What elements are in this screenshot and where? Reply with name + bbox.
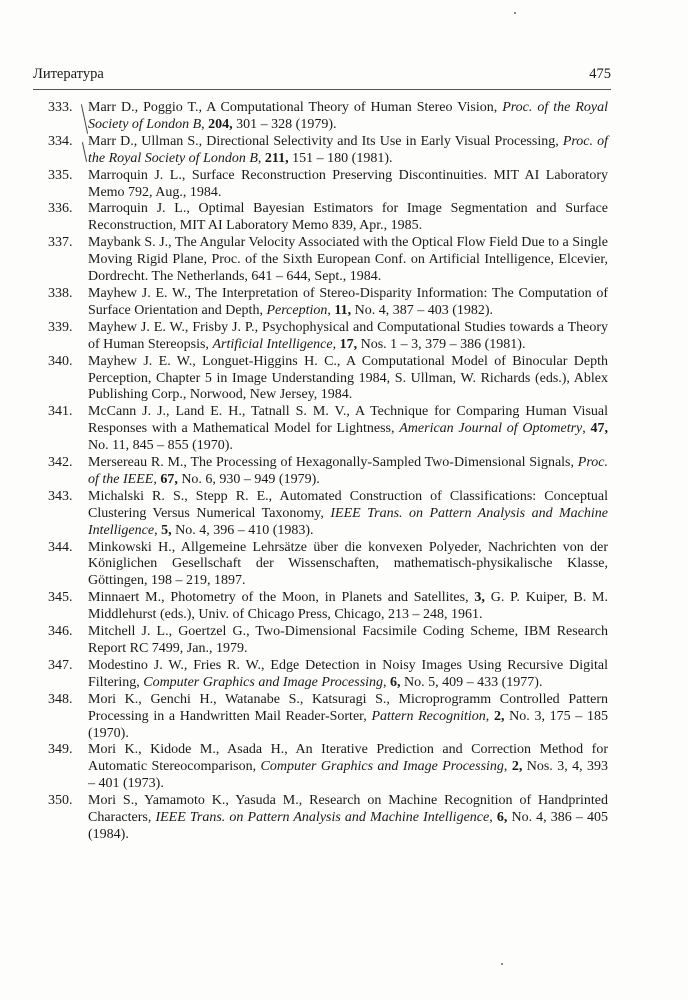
reference-text [88,286,608,318]
reference-text [88,320,608,352]
reference-text [88,455,608,487]
citation-text: Nos. 1 – 3, 379 – 386 (1981). [357,336,526,352]
reference-text [88,624,608,656]
reference-number: 334. [48,133,73,149]
citation-text: 151 – 180 (1981). [288,150,393,166]
reference-entry [48,404,608,455]
reference-number: 336. [48,201,73,217]
volume-number: 3, [474,590,485,606]
citation-text: , [383,674,391,690]
reference-entry [48,354,608,405]
reference-entry [48,692,608,743]
citation-text: Nos. 3, 4, 393 – 401 (1973). [88,759,609,792]
citation-text: Modestino J. W., Fries R. W., Edge Detection in Noisy Images Using Recursive Digital Filtering, [88,657,608,690]
citation-text: , [201,116,209,132]
citation-text: , [153,471,161,487]
citation-text: Mori K., Genchi H., Watanabe S., Katsuragi S., Microprogramm Controlled Pattern Processing in a Handwritten Mail Reader-Sorter, [88,691,608,724]
citation-text: McCann J. J., Land E. H., Tatnall S. M. V., A Technique for Comparing Human Visual Responses with a Mathematical Model for Lightness, [88,404,608,437]
reference-text [88,100,608,132]
reference-text [88,168,608,200]
citation-text: Mori K., Kidode M., Asada H., An Iterative Prediction and Correction Method for Automatic Stereocomparison, [88,742,608,775]
citation-text: No. 4, 396 – 410 (1983). [171,522,314,538]
running-head [33,66,611,86]
citation-text: No. 4, 386 – 405 (1984). [88,810,609,842]
reference-number: 347. [48,657,73,673]
reference-number: 339. [48,319,73,335]
reference-number: 343. [48,488,73,504]
reference-text [88,235,608,284]
reference-entry [48,540,608,591]
citation-text: Mayhew J. E. W., Frisby J. P., Psychophysical and Computational Studies towards a Theory of Human Stereopsis, [88,319,608,352]
reference-entry [48,489,608,540]
volume-number: 2, [493,708,505,724]
citation-text: No. 6, 930 – 949 (1979). [177,471,320,487]
volume-number: 11, [334,302,352,318]
citation-text: Marr D., Ullman S., Directional Selectivity and Its Use in Early Visual Processing, [88,133,563,149]
citation-text: Mayhew J. E. W., Longuet-Higgins H. C., A Computational Model of Binocular Depth Perception, Chapter 5 in Image Understanding 1984, S. Ullman, W. Richards (eds.), Ablex Publishing Corp., Norwood, New Jersey, 1984. [88,353,608,403]
page-number: 475 [589,66,611,82]
reference-number: 349. [48,742,73,758]
reference-number: 346. [48,624,73,640]
reference-number: 338. [48,285,73,301]
reference-entry [48,201,608,235]
citation-text: , [257,150,265,166]
citation-text: Marroquin J. L., Optimal Bayesian Estimators for Image Segmentation and Surface Reconstruction, MIT AI Laboratory Memo 839, Apr., 1985. [88,201,608,234]
reference-text [88,540,608,589]
reference-text [88,201,608,233]
reference-entry [48,134,608,168]
volume-number: 17, [339,336,358,352]
reference-text [88,692,608,741]
reference-text [88,590,608,622]
journal-title: Proc. of the Royal Society of London B [88,100,608,132]
reference-number: 344. [48,539,73,555]
header-rule [33,89,611,90]
citation-text: , [485,708,494,724]
reference-text [88,742,608,791]
citation-text: G. P. Kuiper, B. M. Middlehurst (eds.), Univ. of Chicago Press, Chicago, 213 – 248, 1961. [88,590,608,623]
citation-text: Michalski R. S., Stepp R. E., Automated Construction of Classifications: Conceptual Clustering Versus Numerical Taxonomy, [88,488,608,521]
reference-entry [48,168,608,202]
volume-number: 6, [390,674,401,690]
reference-text [88,134,608,166]
volume-number: 211, [264,150,289,166]
citation-text: , [332,336,340,352]
volume-number: 5, [161,522,172,538]
citation-text: Mitchell J. L., Goertzel G., Two-Dimensional Facsimile Coding Scheme, IBM Research Report RC 7499, Jan., 1979. [88,624,608,656]
reference-entry [48,590,608,624]
journal-title: Computer Graphics and Image Processing [143,674,384,690]
journal-title: Proc. of the IEEE [88,455,608,487]
reference-number: 350. [48,793,73,809]
citation-text: Marr D., Poggio T., A Computational Theory of Human Stereo Vision, [88,100,503,115]
reference-entry [48,320,608,354]
citation-text: Minnaert M., Photometry of the Moon, in Planets and Satellites, [88,590,475,606]
volume-number: 67, [160,471,178,487]
citation-text: No. 4, 387 – 403 (1982). [351,302,494,318]
journal-title: American Journal of Optometry [399,421,583,437]
scan-speck [514,12,516,14]
reference-number: 342. [48,455,73,471]
reference-entry [48,235,608,286]
reference-text [88,793,608,842]
volume-number: 2, [511,759,523,775]
volume-number: 47, [590,421,608,437]
reference-entry [48,286,608,320]
reference-number: 333. [48,100,73,115]
citation-text: , [154,522,162,538]
citation-text: Mayhew J. E. W., The Interpretation of Stereo-Disparity Information: The Computation of Surface Orientation and Depth, [88,285,608,318]
scan-speck [501,963,503,965]
reference-text [88,404,608,453]
journal-title: Proc. of the Royal Society of London B [88,133,608,166]
citation-text: Mersereau R. M., The Processing of Hexagonally-Sampled Two-Dimensional Signals, [88,455,578,471]
reference-list [48,100,608,844]
reference-number: 340. [48,353,73,369]
reference-number: 345. [48,590,73,606]
journal-title: Artificial Intelligence [212,336,333,352]
reference-number: 341. [48,404,73,420]
reference-entry [48,742,608,793]
citation-text: , [489,810,497,826]
citation-text: Maybank S. J., The Angular Velocity Associated with the Optical Flow Field Due to a Single Moving Rigid Plane, Proc. of the Sixth European Conf. on Artificial Intelligence, Elcevier, Dordrecht. The Netherlands, 641 – 644, Sept., 1984. [88,235,608,285]
citation-text: 301 – 328 (1979). [232,116,337,132]
journal-title: Computer Graphics and Image Processing [260,759,504,775]
reference-text [88,658,608,690]
journal-title: Pattern Recognition [371,708,486,724]
reference-entry [48,624,608,658]
citation-text: , [327,302,335,318]
reference-entry [48,793,608,844]
journal-title: IEEE Trans. on Pattern Analysis and Machine Intelligence [88,505,609,538]
journal-title: IEEE Trans. on Pattern Analysis and Machine Intelligence [155,810,490,826]
volume-number: 204, [208,116,233,132]
volume-number: 6, [496,810,508,826]
citation-text: , [503,759,512,775]
citation-text: Mori S., Yamamoto K., Yasuda M., Research on Machine Recognition of Handprinted Characters, [88,793,608,826]
citation-text: No. 3, 175 – 185 (1970). [88,708,608,741]
citation-text: , [582,421,591,437]
reference-text [88,489,608,538]
reference-entry [48,658,608,692]
reference-entry [48,455,608,489]
citation-text: No. 5, 409 – 433 (1977). [400,674,543,690]
section-title: Литература [33,66,104,82]
citation-text: Marroquin J. L., Surface Reconstruction Preserving Discontinuities. MIT AI Laboratory Memo 792, Aug., 1984. [88,167,608,200]
citation-text: Minkowski H., Allgemeine Lehrsätze über die konvexen Polyeder, Nachrichten von der Königlichen Gesellschaft der Wissenschaften, mathematisch-physikalische Klasse, Göttingen, 198 – 219, 1897. [88,539,608,589]
journal-title: Perception [266,302,328,318]
citation-text: No. 11, 845 – 855 (1970). [88,438,233,454]
reference-number: 348. [48,691,73,707]
reference-text [88,354,608,403]
reference-entry [48,100,608,134]
reference-number: 335. [48,167,73,183]
reference-number: 337. [48,235,73,251]
